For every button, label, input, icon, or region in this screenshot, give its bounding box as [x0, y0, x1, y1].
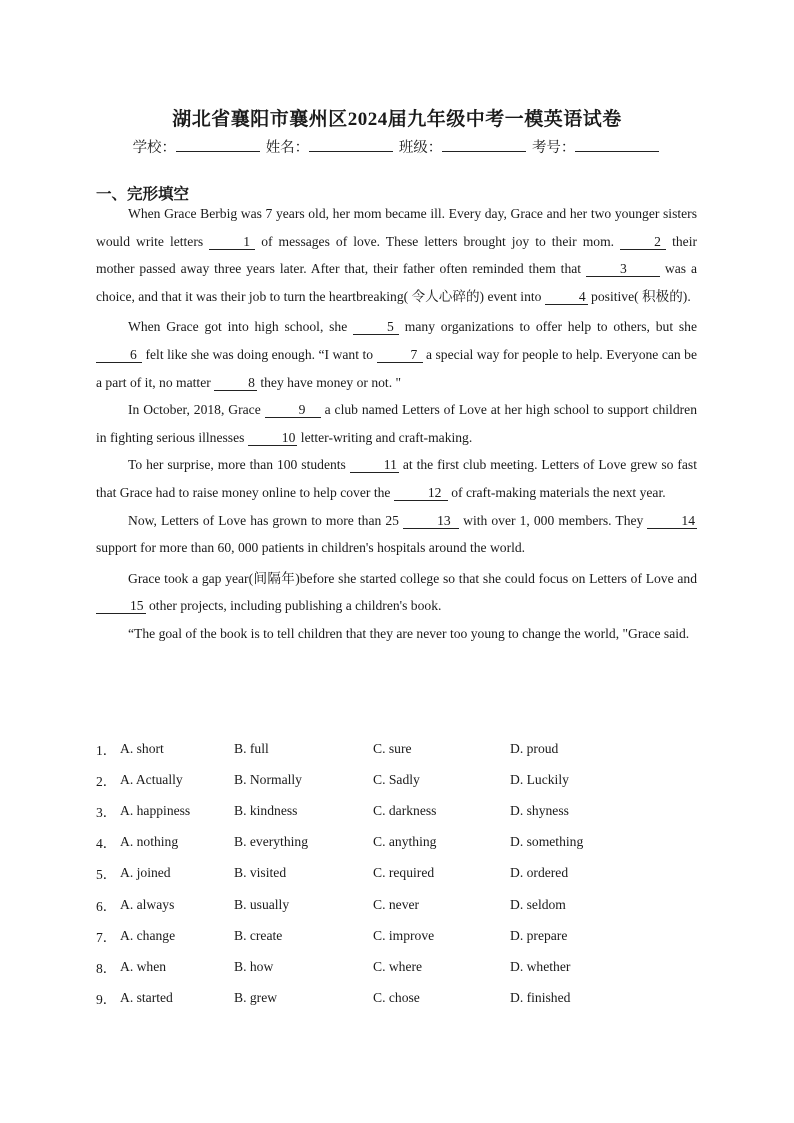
- passage-paragraph-6: [96, 565, 697, 620]
- passage-text: When Grace got into high school, she: [128, 319, 354, 335]
- option-b[interactable]: B. Normally: [234, 771, 302, 787]
- question-number: 2．: [96, 773, 117, 789]
- question-number: 4．: [96, 836, 117, 852]
- question-row: [96, 920, 696, 951]
- option-c[interactable]: C. sure: [373, 740, 412, 756]
- question-row: [96, 733, 696, 764]
- blank-8: 8: [214, 376, 257, 391]
- blank-11: 11: [350, 458, 399, 473]
- option-b[interactable]: B. everything: [234, 834, 308, 850]
- option-c[interactable]: C. darkness: [373, 802, 437, 818]
- blank-1: 1: [209, 235, 255, 250]
- blank-9: 9: [265, 403, 321, 418]
- passage-paragraph-3: [96, 396, 697, 451]
- name-label: 姓名：: [265, 140, 310, 156]
- passage-text: many organizations to offer help to others, but she: [399, 319, 697, 335]
- question-number: 6．: [96, 898, 117, 914]
- blank-4: 4: [545, 290, 588, 305]
- passage-text: felt like she was doing enough. “I want to: [142, 346, 377, 362]
- option-c[interactable]: C. improve: [373, 927, 435, 943]
- option-c[interactable]: C. chose: [373, 990, 420, 1006]
- option-b[interactable]: B. full: [234, 740, 269, 756]
- school-label: 学校：: [132, 140, 177, 156]
- option-b[interactable]: B. create: [234, 927, 283, 943]
- section-heading-cloze: 一、完形填空: [96, 186, 190, 203]
- blank-10: 10: [248, 431, 298, 446]
- option-d[interactable]: D. proud: [510, 740, 559, 756]
- question-row: [96, 858, 696, 889]
- option-c[interactable]: C. where: [373, 958, 423, 974]
- question-options-list: [96, 733, 696, 1014]
- passage-paragraph-4: [96, 451, 697, 506]
- blank-7: 7: [377, 348, 423, 363]
- passage-text: letter-writing and craft-making.: [297, 429, 473, 445]
- passage-text: at the first club meeting. Letters of Love grew so fast that Grace had to raise money online to help cover the: [96, 457, 697, 500]
- question-number: 7．: [96, 929, 117, 945]
- question-row: [96, 795, 696, 826]
- option-d[interactable]: D. shyness: [510, 802, 569, 818]
- passage-paragraph-2: [96, 313, 697, 396]
- option-a[interactable]: A. happiness: [120, 802, 191, 818]
- passage-text: a special way for people to help. Everyone can be a part of it, no matter: [96, 346, 697, 390]
- question-row: [96, 764, 696, 795]
- blank-14: 14: [647, 514, 697, 529]
- school-blank[interactable]: [176, 139, 260, 152]
- passage-text: “The goal of the book is to tell children that they are never too young to change the world, "Grace said.: [128, 625, 690, 641]
- passage-paragraph-7: [96, 620, 697, 648]
- class-blank[interactable]: [442, 139, 526, 152]
- passage-text: In October, 2018, Grace: [128, 402, 265, 418]
- passage-text: other projects, including publishing a children's book.: [145, 598, 442, 614]
- blank-13: 13: [403, 514, 459, 529]
- question-number: 8．: [96, 960, 117, 976]
- passage-text: support for more than 60, 000 patients in children's hospitals around the world.: [96, 540, 526, 556]
- option-a[interactable]: A. joined: [120, 865, 171, 881]
- passage-text: When Grace Berbig was 7 years old, her mom became ill. Every day, Grace and her two younger sisters would write letters: [96, 206, 697, 249]
- question-row: [96, 889, 696, 920]
- option-a[interactable]: A. change: [120, 927, 176, 943]
- passage-text: positive( 积极的).: [587, 288, 691, 304]
- option-b[interactable]: B. kindness: [234, 802, 298, 818]
- option-a[interactable]: A. always: [120, 896, 175, 912]
- option-d[interactable]: D. Luckily: [510, 771, 569, 787]
- blank-12: 12: [394, 486, 448, 501]
- option-a[interactable]: A. nothing: [120, 834, 179, 850]
- option-a[interactable]: A. started: [120, 990, 173, 1006]
- option-d[interactable]: D. something: [510, 834, 584, 850]
- class-label: 班级：: [398, 140, 443, 156]
- option-d[interactable]: D. finished: [510, 990, 571, 1006]
- question-number: 9．: [96, 992, 117, 1008]
- exam-number-blank[interactable]: [575, 139, 659, 152]
- question-row: [96, 983, 696, 1014]
- question-row: [96, 827, 696, 858]
- passage-text: they have money or not. ": [256, 374, 402, 390]
- blank-2: 2: [620, 235, 666, 250]
- question-number: 5．: [96, 867, 117, 883]
- option-b[interactable]: B. grew: [234, 990, 278, 1006]
- option-b[interactable]: B. usually: [234, 896, 290, 912]
- option-c[interactable]: C. Sadly: [373, 771, 420, 787]
- blank-3: 3: [586, 262, 660, 277]
- exam-title: 湖北省襄阳市襄州区2024届九年级中考一模英语试卷: [172, 109, 622, 130]
- blank-15: 15: [96, 599, 146, 614]
- cloze-passage: [96, 200, 697, 648]
- passage-text: Now, Letters of Love has grown to more than 25: [128, 512, 404, 528]
- option-d[interactable]: D. seldom: [510, 896, 566, 912]
- option-d[interactable]: D. whether: [510, 958, 571, 974]
- option-c[interactable]: C. required: [373, 865, 435, 881]
- option-d[interactable]: D. prepare: [510, 927, 568, 943]
- question-row: [96, 951, 696, 982]
- passage-paragraph-1: [96, 200, 697, 310]
- option-c[interactable]: C. anything: [373, 834, 437, 850]
- name-blank[interactable]: [309, 139, 393, 152]
- option-c[interactable]: C. never: [373, 896, 420, 912]
- question-number: 3．: [96, 804, 117, 820]
- exam-number-label: 考号：: [531, 140, 576, 156]
- passage-text: To her surprise, more than 100 students: [128, 457, 350, 473]
- passage-text: Grace took a gap year(间隔年)before she started college so that she could focus on Letters of Love and: [128, 570, 697, 586]
- option-a[interactable]: A. short: [120, 740, 164, 756]
- passage-text: with over 1, 000 members. They: [459, 512, 648, 528]
- passage-paragraph-5: [96, 507, 697, 562]
- option-a[interactable]: A. Actually: [120, 771, 183, 787]
- option-a[interactable]: A. when: [120, 958, 167, 974]
- passage-text: their mother passed away three years later. After that, their father often reminded them that: [96, 233, 698, 277]
- student-info-line: [0, 136, 794, 157]
- blank-5: 5: [353, 320, 399, 335]
- option-d[interactable]: D. ordered: [510, 865, 569, 881]
- passage-text: a club named Letters of Love at her high school to support children in fighting serious illnesses: [96, 402, 697, 445]
- passage-text: of messages of love. These letters brought joy to their mom.: [255, 233, 621, 249]
- blank-6: 6: [96, 348, 142, 363]
- option-b[interactable]: B. visited: [234, 865, 287, 881]
- option-b[interactable]: B. how: [234, 958, 274, 974]
- passage-text: was a choice, and that it was their job to turn the heartbreaking( 令人心碎的) event into: [96, 261, 697, 304]
- passage-text: of craft-making materials the next year.: [447, 484, 666, 500]
- question-number: 1．: [96, 742, 117, 758]
